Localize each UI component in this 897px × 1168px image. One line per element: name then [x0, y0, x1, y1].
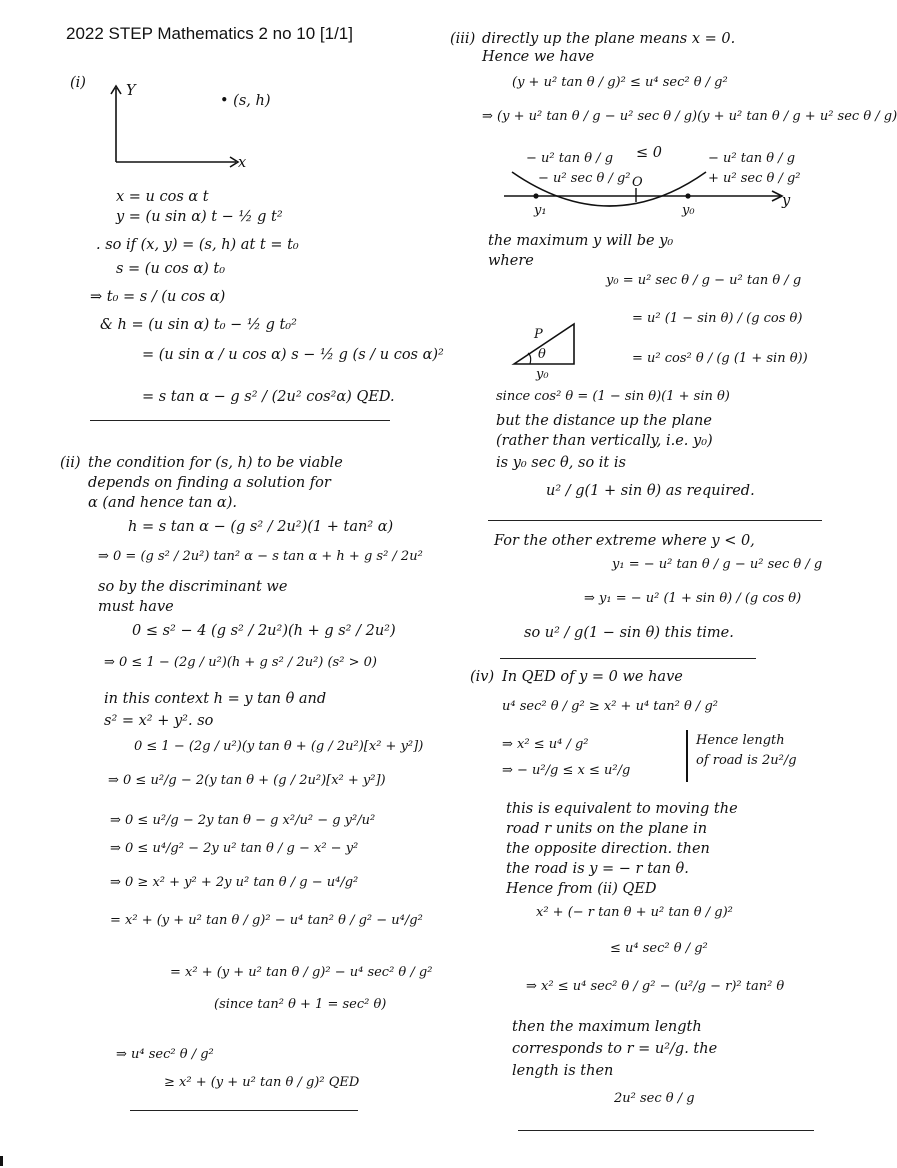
part-i-line-4: s = (u cos α) t₀: [116, 261, 226, 277]
part-iii-line-10: = u² cos² θ / (g (1 + sin θ)): [632, 351, 808, 366]
part-iv-line-15: then the maximum length: [512, 1019, 702, 1035]
part-iv-line-10: the road is y = − r tan θ.: [506, 861, 689, 877]
part-ii-label: (ii): [60, 455, 81, 471]
part-ii-line-12: 0 ≤ 1 − (2g / u²)(y tan θ + (g / 2u²)[x² + y²]): [134, 739, 424, 754]
part-iv-line-17: length is then: [512, 1063, 614, 1079]
part-iv-line-2: u⁴ sec² θ / g² ≥ x² + u⁴ tan² θ / g²: [502, 699, 718, 714]
part-iv-line-12: x² + (− r tan θ + u² tan θ / g)²: [536, 905, 733, 920]
part-iii-divider-1: [488, 520, 822, 521]
part-iii-divider-2: [500, 658, 756, 659]
part-iii-line-2: Hence we have: [482, 49, 595, 65]
part-ii-line-5: ⇒ 0 = (g s² / 2u²) tan² α − s tan α + h + g s² / 2u²: [98, 549, 423, 564]
part-iv-divider: [518, 1130, 814, 1131]
graph-left-label-bottom: − u² sec θ / g²: [538, 171, 631, 186]
part-iv-line-18: 2u² sec θ / g: [614, 1091, 695, 1106]
part-iv-line-4: ⇒ − u²/g ≤ x ≤ u²/g: [502, 763, 631, 778]
part-iv-label: (iv): [470, 669, 495, 685]
part-iii-line-11: since cos² θ = (1 − sin θ)(1 + sin θ): [496, 389, 730, 404]
part-ii-line-19: (since tan² θ + 1 = sec² θ): [214, 997, 387, 1012]
part-iii-line-17: y₁ = − u² tan θ / g − u² sec θ / g: [612, 557, 823, 572]
part-i-line-7: = (u sin α / u cos α) s − ½ g (s / u cos α)²: [142, 347, 444, 363]
part-ii-line-20: ⇒ u⁴ sec² θ / g²: [116, 1047, 214, 1062]
part-iii-line-15: u² / g(1 + sin θ) as required.: [546, 483, 755, 499]
graph-right-label-top: − u² tan θ / g: [708, 151, 796, 166]
graph-axis-label: y: [782, 193, 791, 209]
part-iv-line-13: ≤ u⁴ sec² θ / g²: [610, 941, 708, 956]
part-iii-label: (iii): [450, 31, 476, 47]
part-ii-line-17: = x² + (y + u² tan θ / g)² − u⁴ tan² θ / g² − u⁴/g²: [110, 913, 423, 928]
part-iii-line-14: is y₀ sec θ, so it is: [496, 455, 626, 471]
graph-root-right: y₀: [682, 203, 695, 218]
part-ii-line-15: ⇒ 0 ≤ u⁴/g² − 2y u² tan θ / g − x² − y²: [110, 841, 359, 856]
part-iii-line-12: but the distance up the plane: [496, 413, 712, 429]
part-ii-line-10: in this context h = y tan θ and: [104, 691, 327, 707]
part-iv-line-3: ⇒ x² ≤ u⁴ / g²: [502, 737, 589, 752]
part-iii-line-18: ⇒ y₁ = − u² (1 + sin θ) / (g cos θ): [584, 591, 802, 606]
graph-root-left: y₁: [534, 203, 547, 218]
triangle-theta-label: θ: [538, 347, 546, 362]
part-ii-line-7: must have: [98, 599, 174, 615]
part-iv-line-6: of road is 2u²/g: [696, 753, 797, 768]
root-right-dot: [685, 193, 690, 198]
bracket-divider: [686, 730, 688, 782]
part-iv-line-5: Hence length: [696, 733, 785, 748]
part-i-line-6: & h = (u sin α) t₀ − ½ g t₀²: [100, 317, 297, 333]
part-i-line-3: . so if (x, y) = (s, h) at t = t₀: [96, 237, 299, 253]
part-iii-line-5: ≤ 0: [636, 145, 662, 161]
point-label: • (s, h): [220, 93, 271, 109]
page-edge-mark: [0, 1156, 3, 1166]
part-iv-line-1: In QED of y = 0 we have: [502, 669, 683, 685]
part-iii-line-8: y₀ = u² sec θ / g − u² tan θ / g: [606, 273, 802, 288]
triangle-base-label: y₀: [536, 367, 549, 382]
part-ii-line-1: the condition for (s, h) to be viable: [88, 455, 343, 471]
part-ii-line-14: ⇒ 0 ≤ u²/g − 2y tan θ − g x²/u² − g y²/u²: [110, 813, 376, 828]
part-ii-line-8: 0 ≤ s² − 4 (g s² / 2u²)(h + g s² / 2u²): [132, 623, 396, 639]
graph-zero-label: O: [632, 175, 643, 190]
part-iv-line-11: Hence from (ii) QED: [506, 881, 657, 897]
part-ii-line-13: ⇒ 0 ≤ u²/g − 2(y tan θ + (g / 2u²)[x² + y²]): [108, 773, 386, 788]
part-i-divider: [90, 420, 390, 421]
part-ii-line-6: so by the discriminant we: [98, 579, 288, 595]
part-iii-line-16: For the other extreme where y < 0,: [494, 533, 755, 549]
part-iii-line-13: (rather than vertically, i.e. y₀): [496, 433, 713, 449]
part-ii-divider: [130, 1110, 358, 1111]
part-ii-line-21: ≥ x² + (y + u² tan θ / g)² QED: [164, 1075, 360, 1090]
part-i-line-2: y = (u sin α) t − ½ g t²: [116, 209, 283, 225]
graph-right-label-bottom: + u² sec θ / g²: [708, 171, 801, 186]
part-ii-line-11: s² = x² + y². so: [104, 713, 214, 729]
part-iii-line-3: (y + u² tan θ / g)² ≤ u⁴ sec² θ / g²: [512, 75, 728, 90]
part-ii-line-9: ⇒ 0 ≤ 1 − (2g / u²)(h + g s² / 2u²) (s² > 0): [104, 655, 377, 670]
part-ii-line-4: h = s tan α − (g s² / 2u²)(1 + tan² α): [128, 519, 394, 535]
part-i-label: (i): [70, 75, 86, 91]
page-title: 2022 STEP Mathematics 2 no 10 [1/1]: [66, 24, 353, 43]
part-iii-line-19: so u² / g(1 − sin θ) this time.: [524, 625, 734, 641]
triangle-diagram: [510, 320, 590, 370]
part-ii-line-16: ⇒ 0 ≥ x² + y² + 2y u² tan θ / g − u⁴/g²: [110, 875, 359, 890]
part-iii-line-4: ⇒ (y + u² tan θ / g − u² sec θ / g)(y + u² tan θ / g + u² sec θ / g): [482, 109, 897, 124]
part-iv-line-7: this is equivalent to moving the: [506, 801, 738, 817]
part-i-line-5: ⇒ t₀ = s / (u cos α): [90, 289, 226, 305]
root-left-dot: [533, 193, 538, 198]
x-axis-label: x: [238, 155, 247, 171]
part-i-line-8: = s tan α − g s² / (2u² cos²α) QED.: [142, 389, 395, 405]
graph-left-label-top: − u² tan θ / g: [526, 151, 614, 166]
y-axis-label: Y: [126, 83, 136, 99]
part-ii-line-2: depends on finding a solution for: [88, 475, 331, 491]
part-ii-line-3: α (and hence tan α).: [88, 495, 237, 511]
part-iii-line-1: directly up the plane means x = 0.: [482, 31, 736, 47]
part-ii-line-18: = x² + (y + u² tan θ / g)² − u⁴ sec² θ / g²: [170, 965, 433, 980]
part-iv-line-14: ⇒ x² ≤ u⁴ sec² θ / g² − (u²/g − r)² tan² θ: [526, 979, 785, 994]
part-iv-line-8: road r units on the plane in: [506, 821, 708, 837]
part-iv-line-9: the opposite direction. then: [506, 841, 710, 857]
part-i-line-1: x = u cos α t: [116, 189, 209, 205]
part-iii-line-9: = u² (1 − sin θ) / (g cos θ): [632, 311, 803, 326]
part-iii-line-7: where: [488, 253, 534, 269]
triangle-p-label: P: [534, 327, 543, 342]
part-iii-line-6: the maximum y will be y₀: [488, 233, 674, 249]
part-iv-line-16: corresponds to r = u²/g. the: [512, 1041, 718, 1057]
